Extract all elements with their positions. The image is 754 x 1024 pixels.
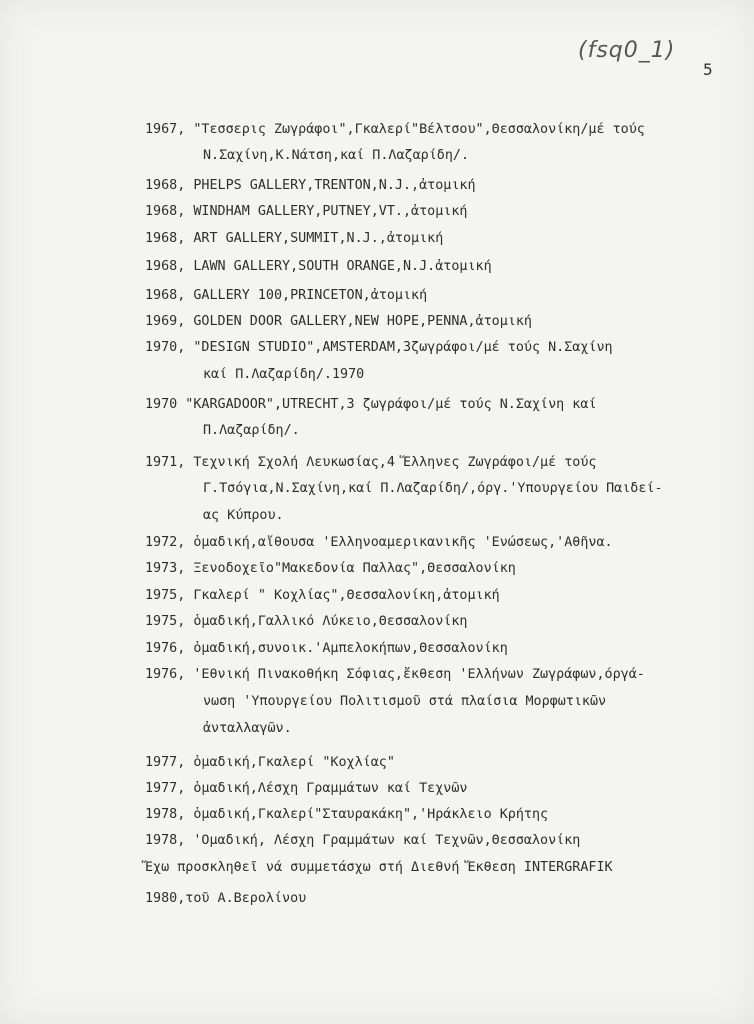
text-line: 1968, LAWN GALLERY,SOUTH ORANGE,N.J.ἀτομική: [145, 259, 492, 274]
text-line: ας Κύπρου.: [203, 508, 284, 523]
text-line: 1975, ὁμαδική,Γαλλικό Λύκειο,Θεσσαλονίκη: [145, 614, 468, 629]
handwritten-annotation: (fsq0_1): [578, 38, 676, 63]
text-line: 1967, "Τεσσερις Ζωγράφοι",Γκαλερί"Βέλτσου",Θεσσαλονίκη/μέ τούς: [145, 122, 645, 137]
text-line: 1968, PHELPS GALLERY,TRENTON,N.J.,ἀτομική: [145, 178, 476, 193]
text-line: 1980,τοῦ Α.Βερολίνου: [145, 891, 307, 906]
text-line: 1972, ὁμαδική,αἴθουσα 'Ελληνοαμερικανικῆς 'Ενώσεως,'Αθῆνα.: [145, 535, 613, 550]
text-line: 1968, ART GALLERY,SUMMIT,N.J.,ἀτομική: [145, 231, 444, 246]
text-line: Ἔχω προσκληθεῖ νά συμμετάσχω στή Διεθνή Ἔκθεση INTERGRAFIK: [145, 860, 613, 875]
text-line: 1969, GOLDEN DOOR GALLERY,NEW HOPE,PENNA,ἀτομική: [145, 314, 532, 329]
text-line: Ν.Σαχίνη,Κ.Νάτση,καί Π.Λαζαρίδη/.: [203, 148, 470, 163]
text-line: 1975, Γκαλερί " Κοχλίας",Θεσσαλονίκη,ἀτομική: [145, 588, 500, 603]
text-line: νωση 'Υπουργείου Πολιτισμοῦ στά πλαίσια Μορφωτικῶν: [203, 694, 607, 709]
text-line: Π.Λαζαρίδη/.: [203, 423, 300, 438]
text-line: 1976, ὁμαδική,συνοικ.'Αμπελοκήπων,Θεσσαλονίκη: [145, 641, 508, 656]
text-line: 1978, 'Ομαδική, Λέσχη Γραμμάτων καί Τεχνῶν,Θεσσαλονίκη: [145, 833, 581, 848]
text-line: 1971, Τεχνική Σχολή Λευκωσίας,4 Ἕλληνες Ζωγράφοι/μέ τούς: [145, 455, 597, 470]
text-line: 1973, Ξενοδοχεῖο"Μακεδονία Παλλας",Θεσσαλονίκη: [145, 561, 516, 576]
text-line: 1977, ὁμαδική,Λέσχη Γραμμάτων καί Τεχνῶν: [145, 781, 468, 796]
text-line: 1970, "DESIGN STUDIO",AMSTERDAM,3ζωγράφοι/μέ τούς Ν.Σαχίνη: [145, 340, 613, 355]
text-line: 1977, ὁμαδική,Γκαλερί "Κοχλίας": [145, 755, 395, 770]
text-line: ἀνταλλαγῶν.: [203, 721, 292, 736]
text-line: 1968, WINDHAM GALLERY,PUTNEY,VT.,ἀτομική: [145, 204, 468, 219]
text-line: 1970 "KARGADOOR",UTRECHT,3 ζωγράφοι/μέ τούς Ν.Σαχίνη καί: [145, 397, 597, 412]
text-line: καί Π.Λαζαρίδη/.1970: [203, 367, 365, 382]
text-line: Γ.Τσόγια,Ν.Σαχίνη,καί Π.Λαζαρίδη/,όργ.'Υπουργείου Παιδεί-: [203, 481, 663, 496]
text-line: 1976, 'Εθνική Πινακοθήκη Σόφιας,ἔκθεση 'Ελλήνων Ζωγράφων,όργά-: [145, 667, 645, 682]
page-number: 5: [703, 60, 713, 79]
text-line: 1968, GALLERY 100,PRINCETON,ἀτομική: [145, 288, 428, 303]
text-line: 1978, ὁμαδική,Γκαλερί"Σταυρακάκη",'Ηράκλειο Κρήτης: [145, 807, 549, 822]
